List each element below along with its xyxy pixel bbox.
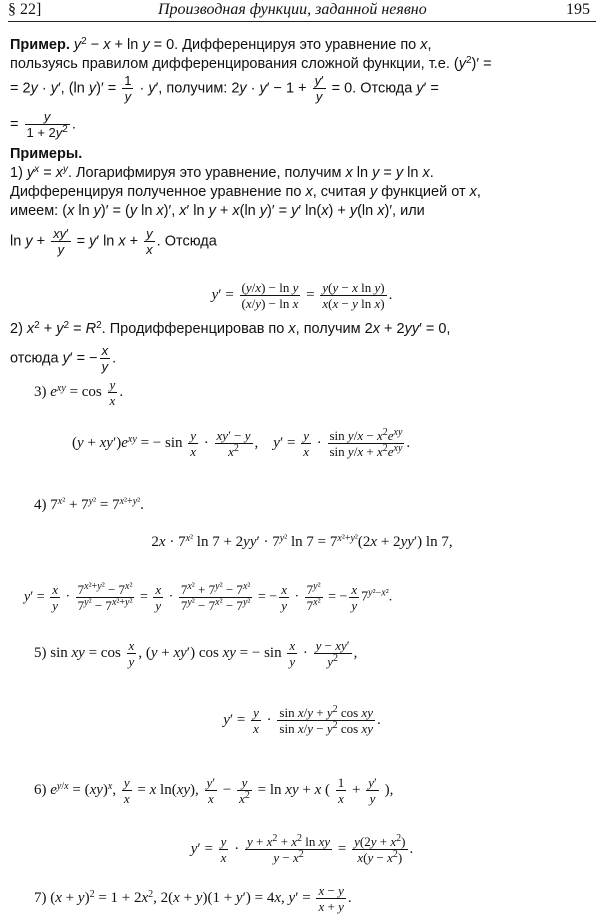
text-line: 5) sin xy = cos $\frac{x}{y}$ , (y + xy′) cos xy = − sin $\frac{x}{y}$ · $\frac{y - xy'}{y^2}$ , [34,638,358,669]
running-title: Производная функции, заданной неявно [158,1,427,18]
text-line: 3) $e^{xy} = \cos$ $\frac{y}{x}$ . [34,377,124,408]
formula-display: y′ = $\frac{y}{x}$ · $\frac{\sin x/y + y^2 \cos xy}{\sin x/y - y^2 \cos xy}$ . [223,704,381,736]
text-line: 6) $e^{y/x} = (xy)^x$, $\frac{y}{x}$ = x ln(xy), $\frac{y'}{x}$ − $\frac{y}{x^2}$ = ln xy + x ( $\frac{1}{x}$ + $\frac{y'}{y}$ ), [34,775,394,806]
text-line: 4) $7^{x^2} + 7^{y^2} = 7^{x^2+y^2}$. [34,496,144,513]
text-line: = 2y · y′, (ln y)′ = $\frac{1}{y}$ · y′, получим: 2y · y′ − 1 + $\frac{y'}{y}$ = 0. Отсюда y′ = [10,73,439,104]
formula-display: y′ = $\frac{\text{(y/x) − ln y}}{\text{(x/y) − ln x}}$ = $\frac{\text{y(y − x ln y)}}{\text{x(x − y ln x)}}$ . [211,280,393,311]
formula-display: $2x \cdot 7^{x^2}$ $\ln 7 + 2yy' \cdot 7^{y^2}$ $\ln 7 = 7^{x^2+y^2}(2x + 2yy')$ ln 7, [151,533,453,550]
text-line: 2) $x^2 + y^2 = R^2$. Продифференцировав по x, получим 2x + 2yy′ = 0, [10,320,451,337]
section-number: § 22] [8,1,42,18]
text-line: отсюда y′ = − $\frac{x}{y}$ . [10,343,117,374]
text-line: Дифференцируя полученное уравнение по x, считая y функцией от x, [10,184,481,200]
formula-display: y′ = $\frac{x}{y}$ · $\frac{7^{x^2+y^2} - 7^{x^2}}{7^{y^2} - 7^{x^2+y^2}}$ = $\frac{x}{y}$ · $\frac{7^{x^2} + 7^{y^2} - 7^{x^2}}{7^{y^2} - 7^{x^2} - 7^{y^2}}$ = − $\frac{x}{y}$ · $\frac{7^{y^2}}{7^{x^2}}$ = − $\frac{x}{y}$ $7^{y^2-x^2}$. [24,581,393,613]
text-line: = $\frac{y}{1 + 2y^2}$ . [10,109,76,140]
text-line: Примеры. [10,146,83,162]
page-number: 195 [566,1,590,18]
text-line: пользуясь правилом дифференцирования сложной функции, т.е. $(y^2)'$ = [10,55,492,72]
running-header [8,0,596,22]
text-line: имеем: (x ln y)′ = (y ln x)′, x′ ln y + x(ln y)′ = y′ ln(x) + y(ln x)′, или [10,203,425,219]
text-line: Пример. $y^2 - x + \ln y = 0$. Дифференцируя это уравнение по x, [10,36,432,53]
formula-display: y′ = $\frac{y}{x}$ · $\frac{y + x^2 + x^2 \ln xy}{y - x^2}$ = $\frac{y(2y + x^2)}{x(y - x^2)}$ . [190,833,414,865]
text-line: ln y + $\frac{xy'}{y}$ = y′ ln x + $\frac{y}{x}$ . Отсюда [10,226,217,257]
formula-display: $(y + xy')e^{xy}$ = − sin $\frac{y}{x}$ · $\frac{xy' - y}{x^2}$ , y′ = $\frac{y}{x}$ · $\frac{\sin y/x - x^2e^{xy}}{\sin y/x + x^2e^{xy}}$ . [72,427,411,459]
text-line: 1) $y^x = x^y$. Логарифмируя это уравнение, получим x ln y = y ln x. [10,164,434,181]
text-line: 7) $(x + y)^2 = 1 + 2x^2$, 2(x + y)(1 + y′) = 4x, y′ = $\frac{x - y}{x + y}$ . [34,883,352,914]
